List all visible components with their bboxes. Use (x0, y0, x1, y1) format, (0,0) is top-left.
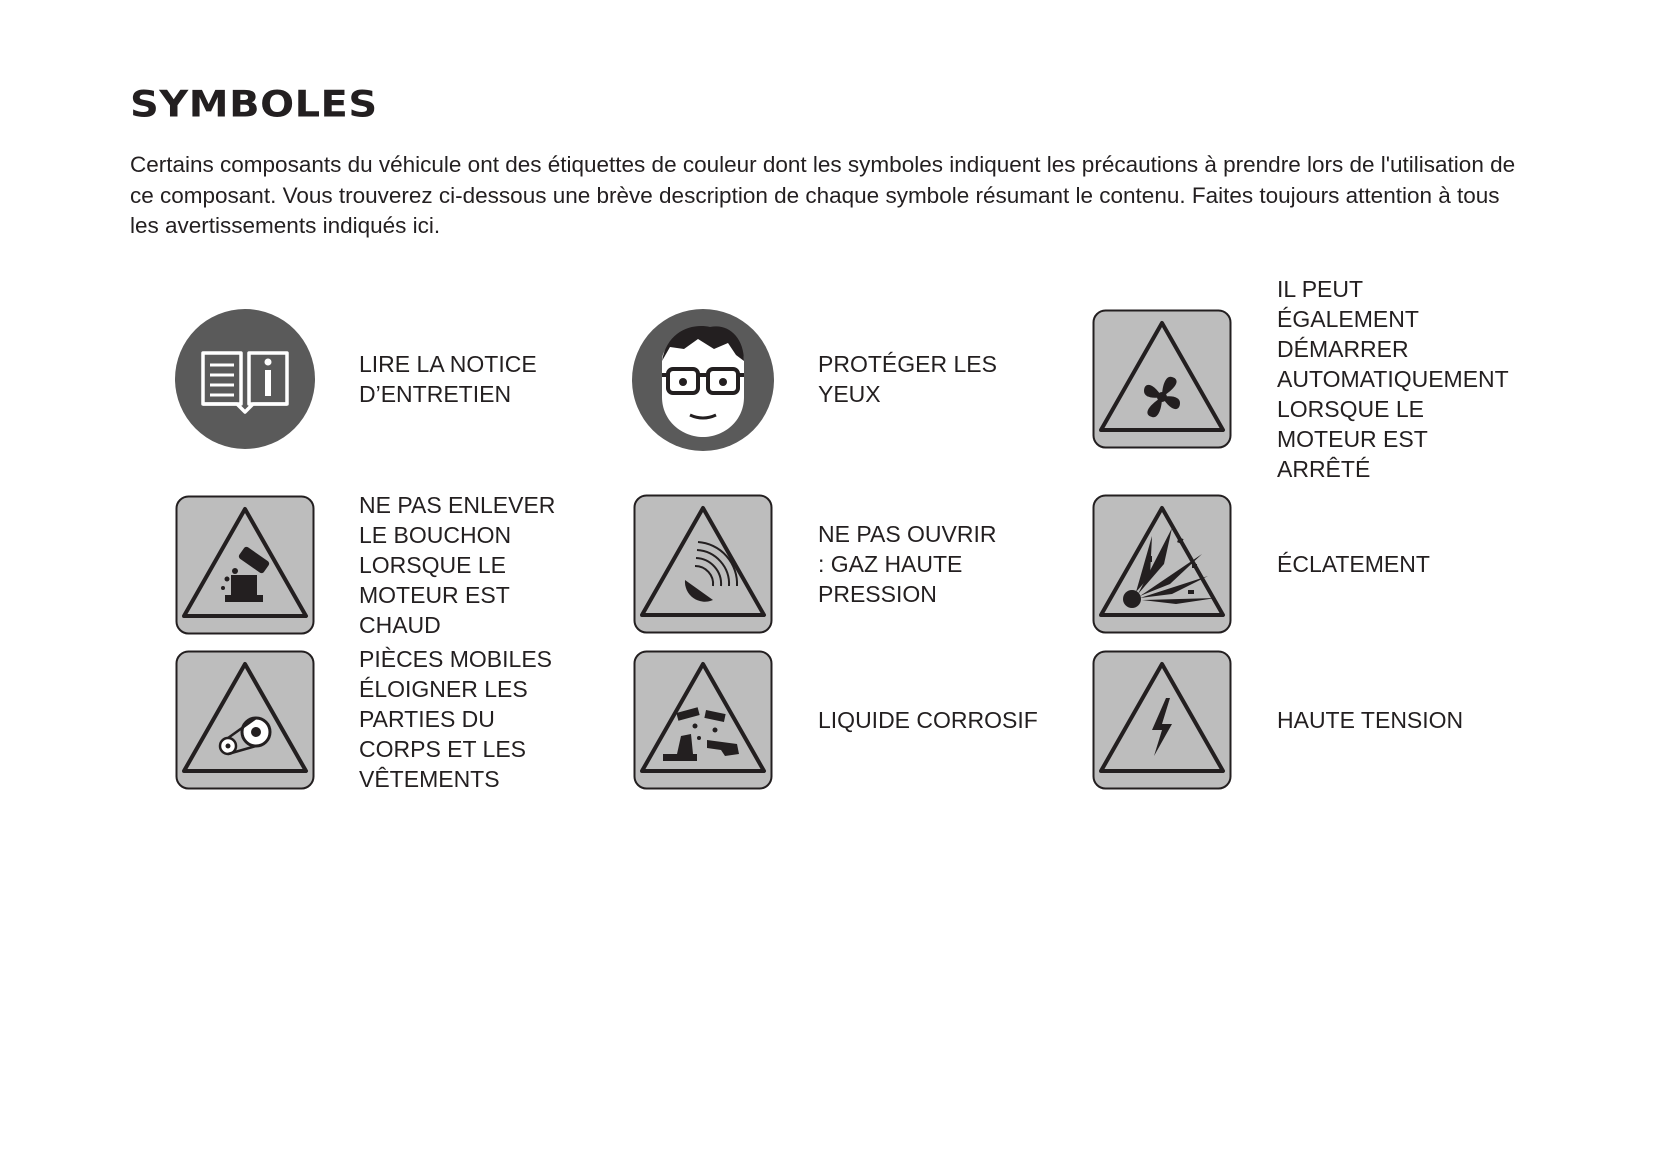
intro-paragraph: Certains composants du véhicule ont des étiquettes de couleur dont les symboles indiquent les précautions à prendre lors de l'utilisation de ce composant. Vous trouverez ci-dessous une brève description de chaque symbole résumant le contenu. Faites toujours attention à tous les avertissements indiqués ici. (130, 152, 1516, 238)
corrosive-liquid-icon (633, 650, 773, 790)
read-manual-icon (175, 309, 315, 449)
symbol-label-fan-auto-start: IL PEUT ÉGALEMENT DÉMARRER AUTOMATIQUEMENT LORSQUE LE MOTEUR EST ARRÊTÉ (1277, 276, 1509, 482)
page-title: SYMBOLES (130, 83, 378, 126)
symbol-label-moving-parts: PIÈCES MOBILES ÉLOIGNER LES PARTIES DU CORPS ET LES VÊTEMENTS (359, 646, 553, 792)
symbol-label-high-voltage: HAUTE TENSION (1277, 707, 1464, 733)
symbol-label-corrosive-liquid: LIQUIDE CORROSIF (818, 707, 1038, 733)
moving-parts-icon (175, 650, 315, 790)
hot-cap-icon (175, 495, 315, 635)
symbol-label-eye-protection: PROTÉGER LES YEUX (818, 351, 997, 407)
explosion-icon (1092, 494, 1232, 634)
high-voltage-icon (1092, 650, 1232, 790)
symbol-label-hot-cap: NE PAS ENLEVER LE BOUCHON LORSQUE LE MOTEUR EST CHAUD (359, 492, 556, 638)
eye-protection-icon (632, 309, 774, 451)
symbol-label-read-manual: LIRE LA NOTICE D’ENTRETIEN (359, 351, 537, 407)
fan-auto-start-icon (1092, 309, 1232, 449)
symbol-label-explosion: ÉCLATEMENT (1277, 551, 1430, 577)
symbol-label-high-pressure-gas: NE PAS OUVRIR : GAZ HAUTE PRESSION (818, 521, 997, 607)
high-pressure-gas-icon (633, 494, 773, 634)
